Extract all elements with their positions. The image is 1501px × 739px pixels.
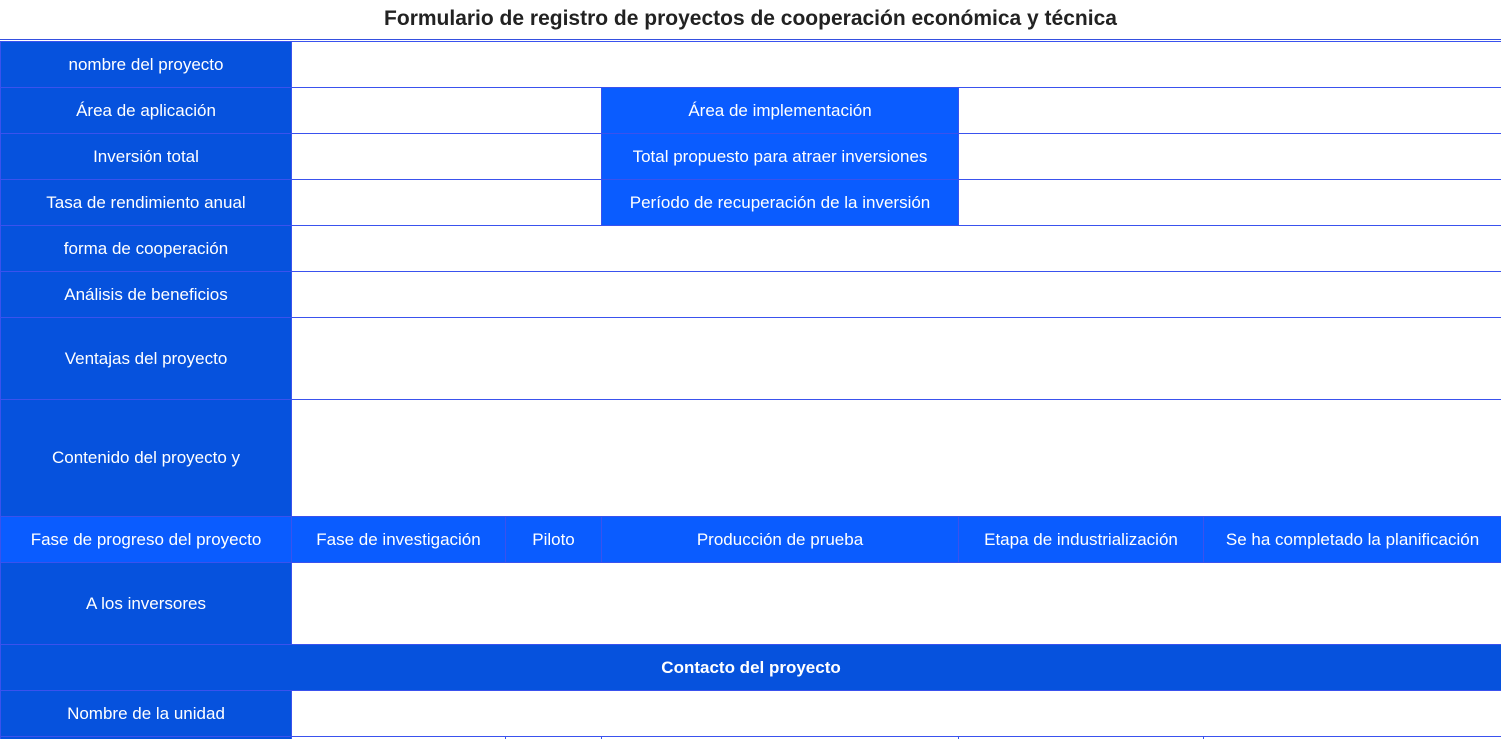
stage-trial-production[interactable]: Producción de prueba xyxy=(602,517,959,563)
row-return xyxy=(1,180,1501,226)
stage-planning-completed[interactable]: Se ha completado la planificación xyxy=(1204,517,1501,563)
project-name-field[interactable] xyxy=(292,42,1501,88)
project-advantages-label: Ventajas del proyecto xyxy=(1,318,292,400)
unit-name-label: Nombre de la unidad xyxy=(1,691,292,737)
contact-section-header: Contacto del proyecto xyxy=(1,645,1501,691)
row-area xyxy=(1,88,1501,134)
row-contact-section xyxy=(1,645,1501,691)
row-progress-stage xyxy=(1,517,1501,563)
total-to-attract-field[interactable] xyxy=(959,134,1501,180)
application-area-field[interactable] xyxy=(292,88,602,134)
total-to-attract-label: Total propuesto para atraer inversiones xyxy=(602,134,959,180)
annual-return-rate-label: Tasa de rendimiento anual xyxy=(1,180,292,226)
row-benefit-analysis xyxy=(1,272,1501,318)
benefit-analysis-field[interactable] xyxy=(292,272,1501,318)
row-unit-name xyxy=(1,691,1501,737)
annual-return-rate-field[interactable] xyxy=(292,180,602,226)
project-content-field[interactable] xyxy=(292,400,1501,517)
row-project-advantages xyxy=(1,318,1501,400)
investors-field[interactable] xyxy=(292,563,1501,645)
row-project-name xyxy=(1,42,1501,88)
row-investment xyxy=(1,134,1501,180)
project-content-label: Contenido del proyecto y xyxy=(1,400,292,517)
row-investors xyxy=(1,563,1501,645)
total-investment-label: Inversión total xyxy=(1,134,292,180)
stage-industrialization[interactable]: Etapa de industrialización xyxy=(959,517,1204,563)
cooperation-form-field[interactable] xyxy=(292,226,1501,272)
project-name-label: nombre del proyecto xyxy=(1,42,292,88)
implementation-area-field[interactable] xyxy=(959,88,1501,134)
investors-label: A los inversores xyxy=(1,563,292,645)
row-project-content xyxy=(1,400,1501,517)
total-investment-field[interactable] xyxy=(292,134,602,180)
cooperation-form-label: forma de cooperación xyxy=(1,226,292,272)
stage-research[interactable]: Fase de investigación xyxy=(292,517,506,563)
payback-period-field[interactable] xyxy=(959,180,1501,226)
benefit-analysis-label: Análisis de beneficios xyxy=(1,272,292,318)
payback-period-label: Período de recuperación de la inversión xyxy=(602,180,959,226)
registration-form-table xyxy=(0,41,1501,739)
stage-pilot[interactable]: Piloto xyxy=(506,517,602,563)
form-title: Formulario de registro de proyectos de cooperación económica y técnica xyxy=(0,0,1501,40)
row-cooperation-form xyxy=(1,226,1501,272)
progress-stage-label: Fase de progreso del proyecto xyxy=(1,517,292,563)
application-area-label: Área de aplicación xyxy=(1,88,292,134)
implementation-area-label: Área de implementación xyxy=(602,88,959,134)
project-advantages-field[interactable] xyxy=(292,318,1501,400)
unit-name-field[interactable] xyxy=(292,691,1501,737)
